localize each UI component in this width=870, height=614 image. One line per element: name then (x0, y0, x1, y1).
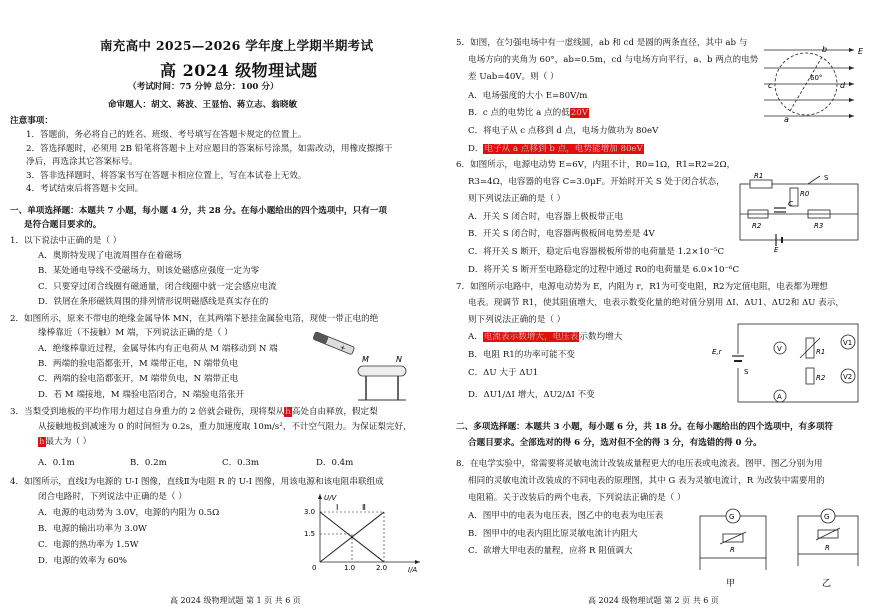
x-tick-label: 1.0 (344, 564, 356, 572)
q5-option-b: B．c 点的电势比 a 点的低20V (468, 108, 588, 118)
r-label-yi: R (825, 544, 830, 552)
q8-option-a: A．图甲中的电表为电压表，图乙中的电表为电压表 (468, 511, 664, 521)
q3-stem: 3．当梨受到地板的平均作用力超过自身重力的 2 倍就会碰伤，现将梨从h高处自由释放，假定梨 (10, 407, 378, 417)
q4-option-b: B．电源的输出功率为 3.0W (38, 524, 147, 534)
q7-stem-cont2: 则下列说法正确的是（ ） (468, 315, 566, 325)
q2-option-b: B．两端的验电箔都张开，M 端带正电，N 端带负电 (38, 359, 238, 369)
q2-option-c: C．两端的验电箔都张开，M 端带负电，N 端带正电 (38, 374, 239, 384)
q7-option-c: C．ΔU 大于 ΔU1 (468, 368, 539, 378)
q3-option-a: A．0.1m (38, 458, 75, 468)
x-tick-label: 2.0 (376, 564, 388, 572)
q6-option-d: D．将开关 S 断开至电路稳定的过程中通过 R0的电荷量是 6.0×10⁻⁶C (468, 265, 740, 275)
r0-label: R0 (800, 190, 810, 198)
y-axis-label: U/V (324, 494, 337, 502)
voltmeter1-label: V1 (843, 339, 853, 347)
q2-stem: 2．如图所示，原来不带电的绝缘金属导体 MN，在其两端下悬挂金属验电箔，现使一带正电的绝 (10, 314, 379, 324)
figure-yi-label: 乙 (822, 579, 832, 589)
notes-heading: 注意事项： (10, 116, 53, 126)
section1-heading-cont: 是符合题目要求的。 (24, 220, 102, 230)
g-label-yi: G (824, 513, 830, 521)
q3-option-d: D．0.4m (316, 458, 354, 468)
r3-label: R3 (814, 222, 824, 230)
q6-stem-cont: R3=4Ω，电容器的电容 C=3.0μF。开始时开关 S 处于闭合状态， (468, 177, 725, 187)
ammeter-label: A (777, 393, 782, 401)
note-item: 4．考试结束后将答题卡交回。 (26, 184, 144, 194)
q5-option-d: D．电子从 a 点移到 b 点，电势能增加 80eV (468, 144, 643, 154)
point-b-label: b (822, 45, 828, 54)
section1-heading: 一、单项选择题：本题共 7 小题，每小题 4 分，共 28 分。在每小题给出的四个选项中，只有一项 (10, 206, 388, 216)
section2-heading: 二、多项选择题：本题共 3 小题，每小题 6 分，共 18 分。在每小题给出的四个选项中，有多项符 (456, 422, 834, 432)
y-tick-label: 3.0 (304, 508, 316, 516)
r2-label: R2 (816, 374, 826, 382)
r2-label: R2 (752, 222, 762, 230)
q1-stem: 1．以下说法中正确的是（ ） (10, 236, 122, 246)
q4-stem: 4．如图所示，直线Ⅰ为电源的 U-I 图像，直线Ⅱ为电阻 R 的 U-I 图像，用该电源和该电阻串联组成 (10, 477, 384, 487)
x-axis-label: I/A (408, 566, 418, 574)
q6-option-b: B．开关 S 闭合时，电容器两极板间电势差是 4V (468, 229, 655, 239)
origin-label: 0 (312, 564, 317, 572)
source-label: E,r (712, 348, 722, 356)
point-a-label: a (784, 115, 789, 124)
q5-red-mark: 20V (570, 108, 588, 118)
q8-stem-cont: 相同的灵敏电流计改装成的不同电表的原理图，其中 G 表为灵敏电流计，R 为改装中需要用的 (468, 476, 825, 486)
q8-stem: 8．在电学实验中，常需要将灵敏电流计改装成量程更大的电压表或电流表。图甲、图乙分别为用 (456, 459, 823, 469)
footer-left: 高 2024 级物理试题 第 1 页 共 6 页 (170, 596, 301, 605)
switch-label: S (744, 368, 749, 376)
q6-stem-cont2: 则下列说法正确的是（ ） (468, 194, 566, 204)
g-label-jia: G (729, 513, 735, 521)
q5-option-a: A．电场强度的大小 E=80V/m (468, 91, 588, 101)
q1-option-b: B．某处通电导线不受磁场力，则该处磁感应强度一定为零 (38, 266, 260, 276)
q4-option-c: C．电源的热功率为 1.5W (38, 540, 139, 550)
line-I-label: Ⅰ (336, 503, 339, 512)
exam-subtitle: 高 2024 级物理试题 (160, 61, 318, 80)
point-d-label: d (840, 81, 846, 90)
q6-stem: 6．如图所示，电源电动势 E=6V，内阻不计，R0=1Ω，R1=R2=2Ω， (456, 160, 736, 170)
voltmeter-label: V (777, 345, 782, 353)
q7-option-d: D．ΔU1/ΔI 增大，ΔU2/ΔI 不变 (468, 390, 595, 400)
voltmeter2-label: V2 (843, 373, 853, 381)
q5-stem-cont: 电场方向的夹角为 60°，ab=0.5m，cd 与电场方向平行，a、b 两点的电势 (468, 55, 759, 65)
emf-label: E (774, 246, 779, 254)
q4-ui-graph (296, 490, 426, 574)
r1-label: R1 (816, 348, 826, 356)
q8-meter-figures (690, 506, 868, 590)
q3-stem-cont2: h最大为（ ） (39, 437, 92, 447)
q5-stem-cont2: 差 Uab=40V。则（ ） (468, 72, 559, 82)
exam-meta: （考试时间：75 分钟 总分：100 分） (128, 82, 279, 92)
right-page-column (438, 0, 870, 614)
q3-stem-cont: 从接触地板到减速为 0 的时间恒为 0.2s，重力加速度取 10m/s²，不计空气阻力。为保证梨完好， (38, 422, 412, 432)
q5-red-mark: 电子从 a 点移到 b 点，电势能增加 80eV (484, 144, 643, 154)
n-label: N (396, 355, 402, 364)
note-item: 净后，再选涂其它答案标号。 (26, 157, 138, 167)
q6-option-c: C．将开关 S 断开，稳定后电容器极板所带的电荷量是 1.2×10⁻⁵C (468, 247, 725, 257)
q6-option-a: A．开关 S 闭合时，电容器上极板带正电 (468, 212, 624, 222)
q8-stem-cont2: 电阻箱。关于改装后的两个电表，下列说法正确的是（ ） (468, 493, 686, 503)
switch-s-label: S (824, 174, 829, 182)
figure-jia-label: 甲 (726, 579, 736, 589)
q7-stem: 7．如图所示电路中，电源电动势为 E，内阻为 r，R1为可变电阻，R2为定值电阻，电表都为理想 (456, 282, 828, 292)
q1-option-c: C．只要穿过闭合线圈有磁通量，闭合线圈中就一定会感应电流 (38, 282, 277, 292)
m-label: M (362, 355, 369, 364)
q1-option-d: D．铁屑在条形磁铁周围的排列情形说明磁感线是真实存在的 (38, 297, 269, 307)
q4-stem-cont: 闭合电路时，下列说法中正确的是（ ） (38, 492, 187, 502)
q6-circuit-figure (728, 170, 868, 252)
q3-option-b: B．0.2m (130, 458, 167, 468)
q3-red-mark: h (39, 437, 45, 447)
q2-stem-cont: 缘棒靠近（不接触）M 端，下列说法正确的是（ ） (38, 328, 233, 338)
q4-option-d: D．电源的效率为 60% (38, 556, 127, 566)
q7-option-b: B．电阻 R1的功率可能不变 (468, 350, 575, 360)
q2-option-a: A．绝缘棒靠近过程，金属导体内有正电荷从 M 端移动到 N 端 (38, 344, 278, 354)
q7-option-a: A．电流表示数增大，电压表示数均增大 (468, 332, 623, 342)
q3-option-c: C．0.3m (222, 458, 259, 468)
q7-stem-cont: 电表。现调节 R1，使其阻值增大，电表示数变化量的绝对值分别用 ΔI、ΔU1、ΔU2和 ΔU 表示， (468, 298, 844, 308)
r1-label: R1 (754, 172, 764, 180)
note-item: 1．答题前，务必将自己的姓名、班级、考号填写在答题卡规定的位置上。 (26, 130, 307, 140)
angle-label: 60° (810, 74, 823, 82)
q8-option-b: B．图甲中的电表内阻比原灵敏电流计内阻大 (468, 529, 638, 539)
field-e-label: E (858, 47, 864, 56)
q3-red-mark: h (285, 407, 291, 417)
note-item: 3．答非选择题时，将答案书写在答题卡相应位置上，写在本试卷上无效。 (26, 171, 307, 181)
point-c-label: c (768, 81, 773, 90)
q1-option-a: A．奥斯特发现了电流周围存在着磁场 (38, 251, 182, 261)
q7-red-mark: 电流表示数增大，电压表 (483, 332, 579, 342)
note-item: 2．答选择题时，必须用 2B 铅笔将答题卡上对应题目的答案标号涂黑，如需改动，用橡皮擦擦干 (26, 144, 393, 154)
q5-option-c: C．将电子从 c 点移到 d 点，电场力做功为 80eV (468, 126, 659, 136)
q2-option-d: D．若 M 端接地，M 端验电箔闭合，N 端验电箔张开 (38, 390, 245, 400)
rod-plus-label: + (338, 343, 347, 353)
q2-conductor-figure (306, 332, 426, 404)
footer-right: 高 2024 级物理试题 第 2 页 共 6 页 (588, 596, 719, 605)
section2-heading-cont: 合题目要求。全部选对的得 6 分，选对但不全的得 3 分，有选错的得 0 分。 (468, 438, 762, 448)
q8-option-c: C．欲增大甲电表的量程，应将 R 阻值调大 (468, 546, 633, 556)
exam-authors: 命审题人：胡文、蒋波、王显怡、蒋立志、翁晓敏 (108, 100, 298, 110)
line-II-label: Ⅱ (362, 503, 366, 512)
exam-title: 南充高中 2025—2026 学年度上学期半期考试 (100, 38, 374, 53)
q7-circuit-figure (702, 316, 868, 408)
capacitor-label: C (788, 200, 793, 208)
r-label-jia: R (730, 546, 735, 554)
q4-option-a: A．电源的电动势为 3.0V，电源的内阻为 0.5Ω (38, 508, 220, 518)
q5-field-figure (756, 38, 868, 122)
y-tick-label: 1.5 (304, 530, 316, 538)
q5-stem: 5．如图，在匀强电场中有一虚线圆，ab 和 cd 是圆的两条直径，其中 ab 与 (456, 38, 748, 48)
